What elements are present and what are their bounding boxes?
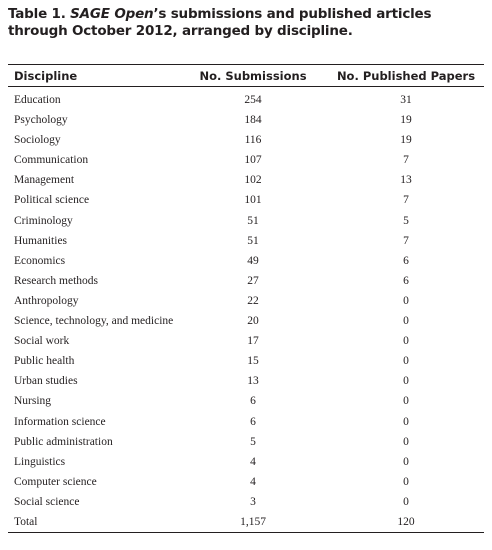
cell-discipline: Humanities [14,234,68,247]
cell-discipline: Anthropology [14,294,79,307]
cell-discipline: Economics [14,254,66,267]
table-row [8,251,484,271]
cell-published: 0 [403,475,409,488]
cell-published: 0 [403,335,409,348]
cell-published: 7 [403,194,409,207]
cell-published: 5 [403,214,409,227]
cell-discipline: Nursing [14,395,52,408]
cell-submissions: 13 [247,375,259,388]
cell-discipline: Education [14,94,61,106]
table-row [8,150,484,170]
cell-published: 6 [403,274,409,287]
cell-published: 0 [403,415,409,428]
total-submissions: 1,157 [240,515,266,528]
cell-published: 0 [403,395,409,408]
cell-submissions: 22 [247,294,259,307]
cell-published: 31 [400,94,412,106]
cell-published: 0 [403,375,409,388]
table-row [8,211,484,231]
table-total-row [8,512,484,532]
cell-published: 6 [403,254,409,267]
cell-submissions: 6 [250,415,256,428]
cell-published: 0 [403,355,409,368]
table-row [8,291,484,311]
table-row [8,452,484,472]
cell-discipline: Social science [14,495,80,508]
cell-published: 19 [400,114,412,127]
cell-submissions: 101 [244,194,262,207]
cell-submissions: 6 [250,395,256,408]
cell-published: 7 [403,154,409,167]
cell-published: 0 [403,495,409,508]
cell-published: 0 [403,294,409,307]
cell-submissions: 254 [244,94,262,106]
cell-discipline: Urban studies [14,375,78,388]
header-discipline: Discipline [14,68,78,83]
caption-prefix: Table 1. [8,6,71,22]
cell-submissions: 107 [244,154,262,167]
table-row [8,412,484,432]
cell-submissions: 5 [250,435,256,448]
cell-submissions: 4 [250,455,256,468]
table-row [8,231,484,251]
table-row [8,190,484,210]
cell-submissions: 4 [250,475,256,488]
cell-discipline: Science, technology, and medicine [14,315,174,328]
cell-submissions: 51 [247,214,259,227]
table-row [8,351,484,371]
table-header-row [8,65,484,86]
cell-published: 7 [403,234,409,247]
table-caption [8,6,484,40]
table-row [8,271,484,291]
cell-discipline: Psychology [14,114,68,127]
cell-discipline: Information science [14,415,106,428]
table-row [8,90,484,110]
table-body [8,87,484,512]
cell-submissions: 184 [244,114,262,127]
table-bottom-rule [8,532,484,533]
cell-discipline: Public administration [14,435,113,448]
table-row [8,371,484,391]
table-row [8,492,484,512]
table-row [8,170,484,190]
cell-discipline: Linguistics [14,455,66,468]
table-row [8,472,484,492]
header-published: No. Published Papers [336,68,476,83]
disciplines-table [8,64,484,533]
cell-discipline: Criminology [14,214,73,227]
cell-discipline: Communication [14,154,89,167]
table-row [8,391,484,411]
total-published: 120 [397,515,415,528]
table-row [8,432,484,452]
table-row [8,311,484,331]
header-submissions: No. Submissions [199,68,307,83]
cell-published: 0 [403,455,409,468]
cell-submissions: 49 [247,254,259,267]
table-row [8,130,484,150]
cell-discipline: Sociology [14,134,61,147]
caption-journal: SAGE Open [70,6,154,22]
cell-submissions: 20 [247,315,259,328]
cell-discipline: Political science [14,194,90,207]
cell-discipline: Social work [14,335,70,348]
cell-submissions: 116 [244,134,262,147]
total-discipline: Total [14,515,38,528]
cell-submissions: 102 [244,174,262,187]
cell-submissions: 3 [250,495,256,508]
cell-published: 13 [400,174,412,187]
cell-discipline: Computer science [14,475,97,488]
cell-published: 19 [400,134,412,147]
table-row [8,110,484,130]
cell-published: 0 [403,315,409,328]
cell-submissions: 15 [247,355,259,368]
cell-submissions: 17 [247,335,259,348]
cell-submissions: 27 [247,274,259,287]
cell-discipline: Management [14,174,75,187]
caption-suffix: ’s submissions and published articles through October 2012, arranged by discipline. [8,6,432,39]
cell-published: 0 [403,435,409,448]
cell-discipline: Public health [14,355,75,368]
cell-submissions: 51 [247,234,259,247]
cell-discipline: Research methods [14,274,98,287]
table-row [8,331,484,351]
